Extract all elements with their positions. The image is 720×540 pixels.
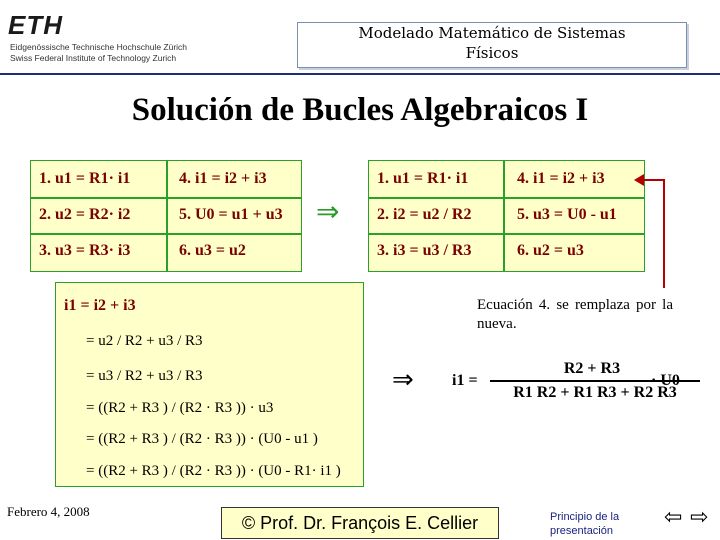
derivation-line: = u2 / R2 + u3 / R3 <box>86 333 203 349</box>
equation-cell: 6. u2 = u3 <box>517 242 584 259</box>
eth-logo-line2: Swiss Federal Institute of Technology Zurich <box>10 53 177 63</box>
forward-arrow-icon[interactable]: ⇨ <box>690 505 709 530</box>
equation-cell: 5. U0 = u1 + u3 <box>179 206 283 223</box>
course-title-line2: Físicos <box>465 44 519 62</box>
replacement-note: Ecuación 4. se remplaza por la nueva. <box>477 297 673 332</box>
formula-lhs: i1 = <box>452 372 478 389</box>
slide-date: Febrero 4, 2008 <box>7 504 90 519</box>
equation-cell: 3. i3 = u3 / R3 <box>377 242 472 259</box>
table-divider <box>503 161 505 271</box>
home-link[interactable]: Principio de la presentación <box>550 511 620 537</box>
eth-logo-line1: Eidgenössische Technische Hochschule Zürich <box>10 42 188 52</box>
table-divider <box>31 233 301 235</box>
equation-cell: 6. u3 = u2 <box>179 242 246 259</box>
equation-cell: 4. i1 = i2 + i3 <box>179 170 267 187</box>
derivation-line: = ((R2 + R3 ) / (R2 · R3 )) · u3 <box>86 400 274 416</box>
eth-logo <box>8 10 228 62</box>
slide-title: Solución de Bucles Algebraicos I <box>131 92 589 128</box>
course-title-line1: Modelado Matemático de Sistemas <box>358 24 626 42</box>
table-divider <box>369 197 644 199</box>
implies-arrow-icon: ⇒ <box>392 365 414 395</box>
formula-denominator: R1 R2 + R1 R3 + R2 R3 <box>513 384 677 401</box>
equation-cell: 2. i2 = u2 / R2 <box>377 206 472 223</box>
header-divider <box>0 73 720 75</box>
derivation-box <box>55 282 364 487</box>
original-equations-table <box>30 160 302 272</box>
formula-factor: · U0 <box>651 372 680 389</box>
equation-cell: 5. u3 = U0 - u1 <box>517 206 617 223</box>
equation-cell: 3. u3 = R3· i3 <box>39 242 131 259</box>
derivation-line: i1 = i2 + i3 <box>64 297 136 314</box>
formula-numerator: R2 + R3 <box>563 360 621 377</box>
equation-cell: 1. u1 = R1· i1 <box>377 170 469 187</box>
course-title-box <box>297 22 687 68</box>
derivation-line: = u3 / R2 + u3 / R3 <box>86 368 203 384</box>
author-box: © Prof. Dr. François E. Cellier <box>221 507 499 539</box>
table-divider <box>166 161 168 271</box>
table-divider <box>369 233 644 235</box>
final-formula <box>452 360 692 404</box>
equation-cell: 1. u1 = R1· i1 <box>39 170 131 187</box>
implies-arrow-icon: ⇒ <box>316 195 340 228</box>
rearranged-equations-table <box>368 160 645 272</box>
feedback-arrow-icon <box>630 170 675 290</box>
table-divider <box>31 197 301 199</box>
equation-cell: 2. u2 = R2· i2 <box>39 206 131 223</box>
derivation-line: = ((R2 + R3 ) / (R2 · R3 )) · (U0 - u1 ) <box>86 431 318 447</box>
derivation-line: = ((R2 + R3 ) / (R2 · R3 )) · (U0 - R1· i1 ) <box>86 463 341 479</box>
equation-cell: 4. i1 = i2 + i3 <box>517 170 605 187</box>
eth-logo-mark: ETH <box>8 10 63 40</box>
back-arrow-icon[interactable]: ⇦ <box>664 505 683 530</box>
